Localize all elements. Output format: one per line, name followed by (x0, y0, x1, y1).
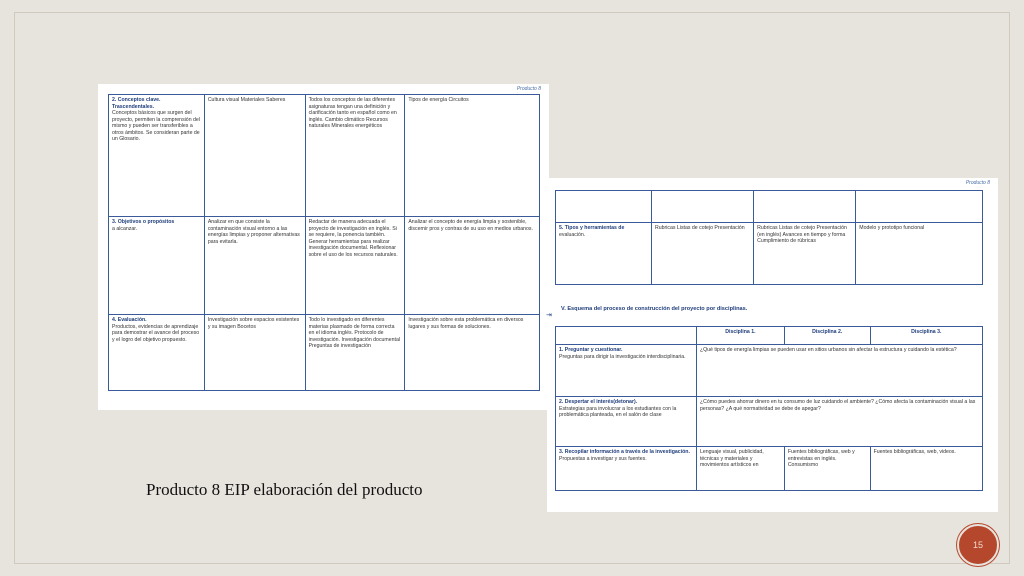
table-cell: 4. Evaluación. Productos, evidencias de aprendizaje para demostrar el avance del proceso y el logro del objetivo propuesto. (109, 315, 205, 391)
table-cell: Cultura visual Materiales Saberes (204, 95, 305, 217)
table-cell: Lenguaje visual, publicidad, técnicas y materiales y movimientos artísticos en (696, 447, 784, 491)
table-row (556, 191, 983, 223)
table-cell: Analizar el concepto de energía limpia y sostenible, discernir pros y contras de su uso en medios urbanos. (405, 217, 540, 315)
table-cell (556, 327, 697, 345)
table-cell: Rubricas Listas de cotejo Presentación (652, 223, 754, 285)
table-cell (856, 191, 983, 223)
table-cell: ¿Qué tipos de energía limpias se pueden usar en sitios urbanos sin afectar la estructura y cuidando la estética? (696, 345, 982, 397)
document-image-1 (98, 84, 549, 410)
table-cell (652, 191, 754, 223)
table-cell: Redactar de manera adecuada el proyecto de investigación en inglés. Si se requiere, la ponencia también. Generar herramientas para realizar investigación documental. Reflexionar sobre el uso de los recursos naturales. (305, 217, 405, 315)
section-title: V. Esquema del proceso de construcción del proyecto por disciplinas. (561, 306, 748, 312)
document-image-2 (547, 178, 998, 512)
arrow-marker-icon: ⇥ (546, 312, 552, 319)
doc1-header: Producto 8 (516, 86, 541, 92)
table-cell: 2. Conceptos clave. Trascendentales. Conceptos básicos que surgen del proyecto, permiten la comprensión del mismo y pueden ser transferibles a otros ámbitos. Se consideran parte de un Glosario. (109, 95, 205, 217)
table-cell: Fuentes bibliográficas, web y entrevistas en inglés. Consumismo (784, 447, 870, 491)
doc2-header: Producto 8 (965, 180, 990, 186)
table-cell: Modelo y prototipo funcional (856, 223, 983, 285)
doc2-tools-table (555, 190, 983, 285)
table-row (556, 345, 983, 397)
table-cell: Fuentes bibliográficas, web, videos. (870, 447, 982, 491)
table-cell (754, 191, 856, 223)
table-cell: Investigación sobre esta problemática en diversos lugares y sus formas de soluciones. (405, 315, 540, 391)
table-row (109, 95, 540, 217)
slide-caption: Producto 8 EIP elaboración del producto (146, 480, 423, 499)
discipline-header: Disciplina 3. (870, 327, 982, 345)
table-row (556, 397, 983, 447)
discipline-header: Disciplina 1. (696, 327, 784, 345)
discipline-header: Disciplina 2. (784, 327, 870, 345)
page-number-badge: 15 (957, 524, 999, 566)
table-row (109, 315, 540, 391)
table-cell: 1. Preguntar y cuestionar. Preguntas para dirigir la investigación interdisciplinaria. (556, 345, 697, 397)
table-row (556, 447, 983, 491)
table-cell (556, 191, 652, 223)
table-row (109, 217, 540, 315)
table-row (556, 223, 983, 285)
doc2-disciplines-table (555, 326, 983, 491)
table-cell: Todo lo investigado en diferentes materias plasmado de forma correcta en el idioma inglés. Protocolo de investigación. Investigación documental Preguntas de investigación (305, 315, 405, 391)
table-cell: 3. Recopilar información a través de la investigación. Propuestas a investigar y sus fuentes. (556, 447, 697, 491)
table-cell: ¿Cómo puedes ahorrar dinero en tu consumo de luz cuidando el ambiente? ¿Cómo afecta la contaminación visual a las personas? ¿A qué normatividad se debe de apegar? (696, 397, 982, 447)
table-cell: Investigación sobre espacios existentes y su imagen Bocetos (204, 315, 305, 391)
table-row (556, 327, 983, 345)
table-cell: Todos los conceptos de las diferentes asignaturas tengan una definición y clarificación tanto en español como en inglés. Cambio climático Recursos naturales Minerales energéticos (305, 95, 405, 217)
table-cell: Tipos de energía Circuitos (405, 95, 540, 217)
table-cell: Rubricas Listas de cotejo Presentación (en inglés) Avances en tiempo y forma Cumplimiento de rúbricas (754, 223, 856, 285)
table-cell: Analizar en que consiste la contaminación visual entorno a las energías limpias y proponer alternativas para evitarla. (204, 217, 305, 315)
table-cell: 3. Objetivos o propósitos a alcanzar. (109, 217, 205, 315)
doc1-table (108, 94, 540, 391)
table-cell: 5. Tipos y herramientas de evaluación. (556, 223, 652, 285)
table-cell: 2. Despertar el interés(detonar). Estrategias para involucrar a los estudiantes con la problemática planteada, en el salón de clase (556, 397, 697, 447)
